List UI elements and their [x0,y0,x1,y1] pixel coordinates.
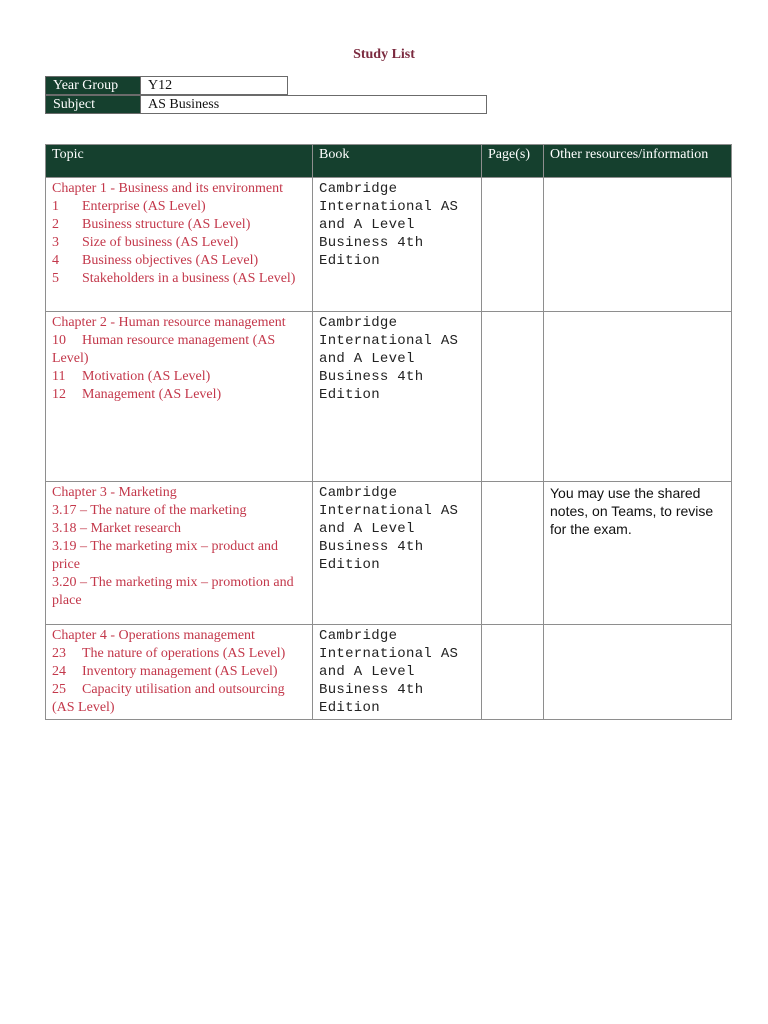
year-group-row [45,76,288,95]
page-title: Study List [353,47,415,62]
topic-item [52,368,306,386]
table-row [46,178,732,312]
info-cell [544,178,732,312]
chapter-title: Chapter 3 - Marketing [52,485,177,500]
subject-row [45,95,487,114]
pages-cell [482,482,544,625]
topic-number: 2 [52,217,59,232]
info-cell [544,625,732,720]
topic-cell [46,312,313,482]
header-pages: Page(s) [482,145,544,178]
year-group-label: Year Group [45,76,141,95]
header-topic: Topic [46,145,313,178]
topic-text: Business objectives (AS Level) [82,253,259,268]
topic-number: 10 [52,333,66,348]
topic-text: Human resource management (AS Level) [52,333,276,366]
topic-item [52,663,306,681]
topic-item [52,681,306,717]
topic-item: 3.17 – The nature of the marketing [52,503,247,518]
header-book: Book [313,145,482,178]
pages-cell [482,312,544,482]
topic-text: The nature of operations (AS Level) [82,646,286,661]
topic-cell [46,482,313,625]
book-cell: Cambridge International AS and A Level Business 4th Edition [313,312,482,482]
topic-cell [46,625,313,720]
chapter-title: Chapter 1 - Business and its environment [52,181,283,196]
topic-item [52,216,306,234]
topic-item [52,645,306,663]
pages-cell [482,178,544,312]
topic-item [52,198,306,216]
topic-cell [46,178,313,312]
topic-text: Management (AS Level) [82,387,222,402]
info-cell: You may use the shared notes, on Teams, to revise for the exam. [544,482,732,625]
chapter-title: Chapter 4 - Operations management [52,628,255,643]
topic-text: Inventory management (AS Level) [82,664,278,679]
book-cell: Cambridge International AS and A Level Business 4th Edition [313,482,482,625]
pages-cell [482,625,544,720]
topic-number: 24 [52,664,66,679]
table-row [46,482,732,625]
topic-item [52,252,306,270]
book-cell: Cambridge International AS and A Level Business 4th Edition [313,178,482,312]
topic-text: Stakeholders in a business (AS Level) [82,271,296,286]
topic-item [52,332,306,368]
topic-text: Size of business (AS Level) [82,235,239,250]
topic-item: 3.19 – The marketing mix – product and price [52,539,279,572]
topic-text: Capacity utilisation and outsourcing (AS Level) [52,682,285,715]
book-cell: Cambridge International AS and A Level Business 4th Edition [313,625,482,720]
topic-item [52,270,306,288]
header-other-resources: Other resources/information [544,145,732,178]
info-cell [544,312,732,482]
topic-item [52,386,306,404]
topic-text: Enterprise (AS Level) [82,199,206,214]
subject-label: Subject [45,95,141,114]
subject-value: AS Business [141,95,487,114]
table-row [46,625,732,720]
table-row [46,312,732,482]
topic-number: 23 [52,646,66,661]
topic-number: 3 [52,235,59,250]
topic-item [52,234,306,252]
topic-item: 3.20 – The marketing mix – promotion and place [52,575,294,608]
topic-number: 1 [52,199,59,214]
topic-number: 11 [52,369,66,384]
table-header-row [46,145,732,178]
topic-number: 12 [52,387,66,402]
topic-number: 4 [52,253,59,268]
topic-number: 25 [52,682,66,697]
topic-text: Business structure (AS Level) [82,217,251,232]
topic-text: Motivation (AS Level) [82,369,211,384]
chapter-title: Chapter 2 - Human resource management [52,315,286,330]
topic-number: 5 [52,271,59,286]
study-table [45,144,732,720]
topic-item: 3.18 – Market research [52,521,182,536]
year-group-value: Y12 [141,76,288,95]
